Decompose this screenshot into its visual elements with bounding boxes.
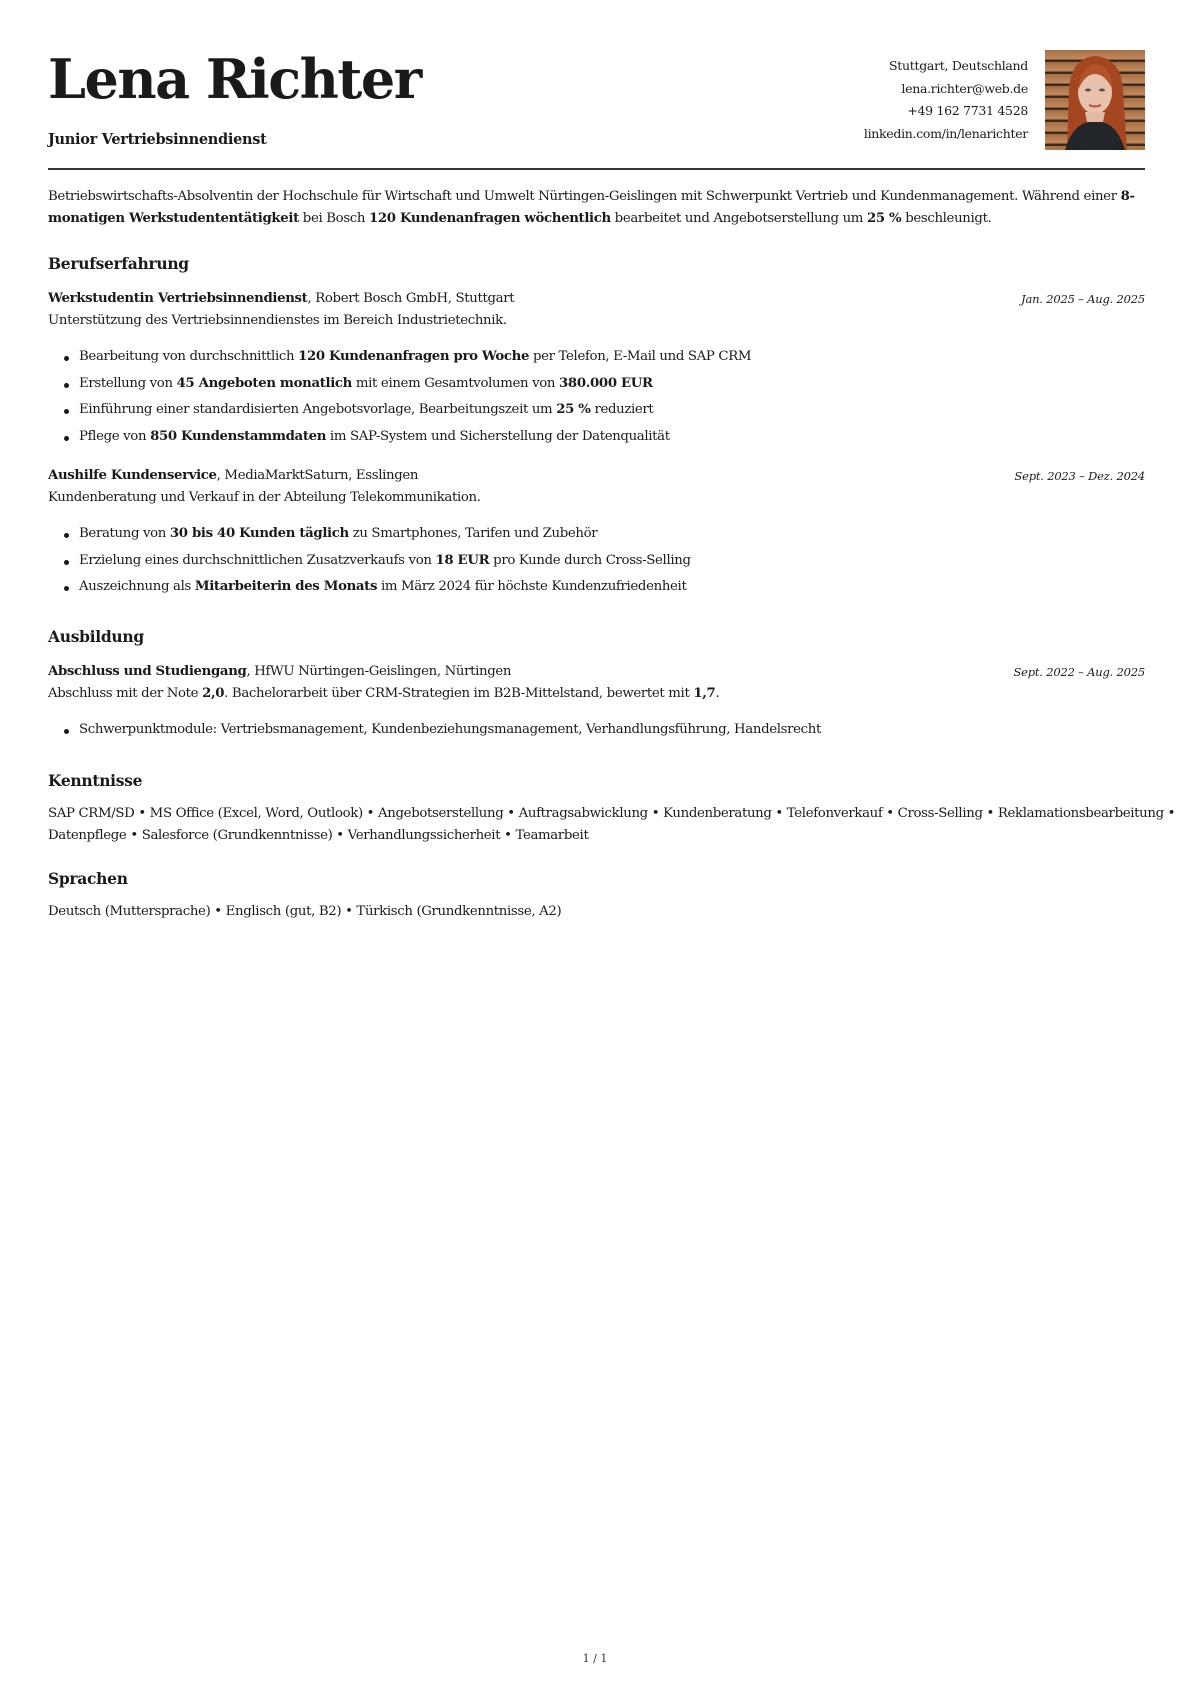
entry-description: Kundenberatung und Verkauf in der Abteilung Telekommunikation. (48, 490, 481, 505)
summary-highlight: 8-monatigen Werkstudententätigkeit (48, 189, 1135, 226)
section-title-languages: Sprachen (48, 869, 128, 888)
contact-email[interactable]: lena.richter@web.de (901, 80, 1028, 96)
entry-date: Sept. 2022 – Aug. 2025 (1013, 665, 1145, 679)
summary-paragraph (48, 186, 1145, 230)
section-title-skills: Kenntnisse (48, 771, 143, 790)
contact-phone[interactable]: +49 162 7731 4528 (907, 103, 1028, 118)
entry-description: Abschluss mit der Note 2,0. Bachelorarbeit über CRM-Strategien im B2B-Mittelstand, bewertet mit 1,7. (48, 686, 720, 701)
entry-institution: , HfWU Nürtingen-Geislingen, Nürtingen (246, 664, 512, 679)
summary-text: bei Bosch (298, 211, 369, 226)
section-title-education: Ausbildung (48, 627, 144, 646)
candidate-name: Lena Richter (48, 47, 421, 111)
entry-company: , MediaMarktSaturn, Esslingen (216, 468, 419, 483)
portrait-icon (1045, 50, 1145, 150)
page-indicator: 1 / 1 (582, 1652, 608, 1665)
summary-text: bearbeitet und Angebotserstellung um (610, 211, 867, 226)
experience-entry (48, 465, 1145, 601)
bullet-item: Erstellung von 45 Angeboten monatlich mit einem Gesamtvolumen von 380.000 EUR (64, 371, 1145, 398)
entry-heading (48, 288, 1145, 310)
bullet-item: Bearbeitung von durchschnittlich 120 Kundenanfragen pro Woche per Telefon, E-Mail und SAP CRM (64, 344, 1145, 371)
bullet-item: Erzielung eines durchschnittlichen Zusatzverkaufs von 18 EUR pro Kunde durch Cross-Selling (64, 548, 1145, 575)
candidate-role: Junior Vertriebsinnendienst (48, 131, 267, 148)
entry-company: , Robert Bosch GmbH, Stuttgart (307, 291, 515, 306)
entry-bullets (48, 521, 1145, 601)
entry-date: Jan. 2025 – Aug. 2025 (1021, 292, 1145, 306)
skills-list (48, 803, 1176, 847)
section-title-experience: Berufserfahrung (48, 254, 189, 273)
summary-highlight: 120 Kundenanfragen wöchentlich (368, 211, 611, 226)
entry-date: Sept. 2023 – Dez. 2024 (1014, 469, 1145, 483)
header-divider (48, 168, 1145, 170)
entry-position: Abschluss und Studiengang (48, 664, 247, 679)
resume-header (48, 0, 1145, 170)
entry-bullets (48, 717, 1145, 744)
summary-highlight: 25 % (866, 211, 902, 226)
entry-description: Unterstützung des Vertriebsinnendienstes im Bereich Industrietechnik. (48, 313, 507, 328)
experience-entry (48, 288, 1145, 450)
education-entry (48, 661, 1145, 744)
summary-text: beschleunigt. (901, 211, 992, 226)
bullet-item: Auszeichnung als Mitarbeiterin des Monats im März 2024 für höchste Kundenzufriedenheit (64, 574, 1145, 601)
contact-location: Stuttgart, Deutschland (889, 58, 1028, 73)
bullet-item: Pflege von 850 Kundenstammdaten im SAP-System und Sicherstellung der Datenqualität (64, 424, 1145, 451)
profile-photo (1045, 50, 1145, 150)
entry-bullets (48, 344, 1145, 450)
entry-position: Werkstudentin Vertriebsinnendienst (48, 291, 308, 306)
skills-line: Datenpflege • Salesforce (Grundkenntnisse) • Verhandlungssicherheit • Teamarbeit (48, 828, 589, 843)
entry-heading (48, 661, 1145, 683)
contact-linkedin[interactable]: linkedin.com/in/lenarichter (863, 125, 1028, 141)
entry-position: Aushilfe Kundenservice (48, 468, 217, 483)
summary-text: Betriebswirtschafts-Absolventin der Hochschule für Wirtschaft und Umwelt Nürtingen-Geislingen mit Schwerpunkt Vertrieb und Kundenmanagement. Während einer (48, 189, 1121, 204)
resume-page (48, 0, 1176, 919)
bullet-item: Beratung von 30 bis 40 Kunden täglich zu Smartphones, Tarifen und Zubehör (64, 521, 1145, 548)
skills-line: SAP CRM/SD • MS Office (Excel, Word, Outlook) • Angebotserstellung • Auftragsabwicklung • Kundenberatung • Telefonverkauf • Cross-Selling • Reklamationsbearbeitung • (48, 806, 1176, 821)
bullet-item: Einführung einer standardisierten Angebotsvorlage, Bearbeitungszeit um 25 % reduziert (64, 397, 1145, 424)
bullet-item: Schwerpunktmodule: Vertriebsmanagement, Kundenbeziehungsmanagement, Verhandlungsführung, Handelsrecht (64, 717, 1145, 744)
entry-heading (48, 465, 1145, 487)
languages-list: Deutsch (Muttersprache) • Englisch (gut, B2) • Türkisch (Grundkenntnisse, A2) (48, 904, 562, 919)
contact-block (864, 55, 1028, 145)
